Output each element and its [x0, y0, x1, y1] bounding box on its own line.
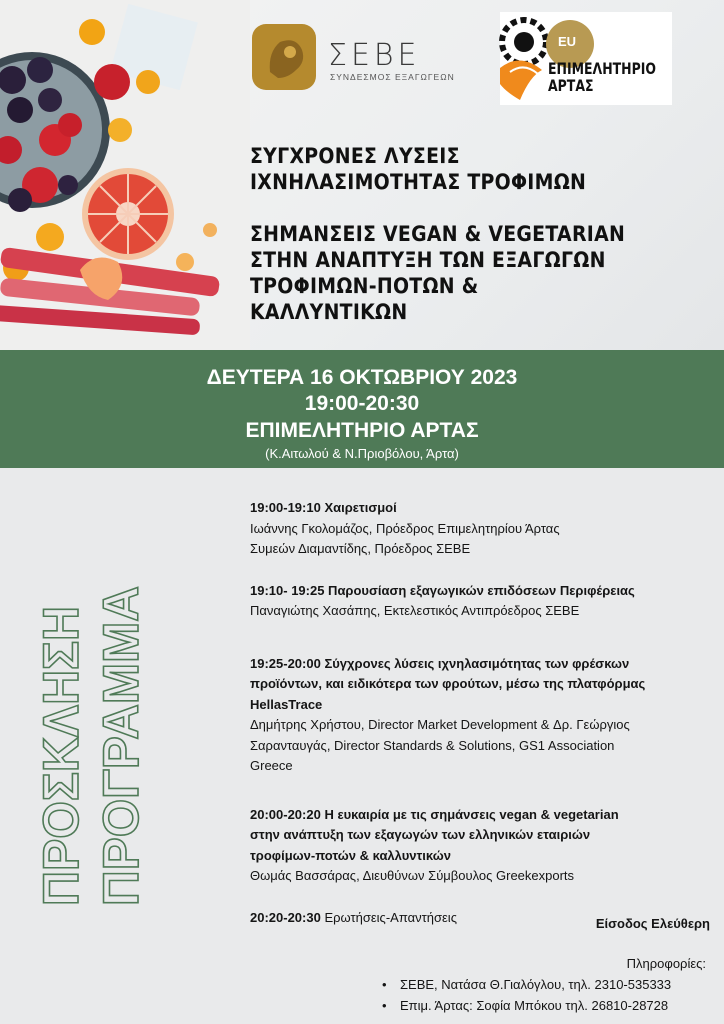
program-speaker: Θωμάς Βασσάρας, Διευθύνων Σύμβουλος Greekexports [250, 868, 575, 883]
program-item-heading: προϊόντων, και ειδικότερα των φρούτων, μέσω της πλατφόρμας [250, 676, 646, 691]
program-item-heading: 19:10- 19:25 Παρουσίαση εξαγωγικών επιδόσεων Περιφέρειας [250, 582, 635, 598]
header-section [0, 0, 724, 350]
chamber-line1: ΕΠΙΜΕΛΗΤΗΡΙΟ [548, 59, 657, 78]
side-title-line2: ΠΡΟΓΡΑΜΜΑ [93, 582, 149, 906]
event-time: 19:00-20:30 [304, 392, 420, 415]
contact-list [372, 974, 671, 1016]
sebe-subtitle: ΣΥΝΔΕΣΜΟΣ ΕΞΑΓΩΓΕΩΝ [330, 72, 455, 82]
program-item-text: Ερωτήσεις-Απαντήσεις [324, 909, 457, 925]
program-speaker: Παναγιώτης Χασάπης, Εκτελεστικός Αντιπρόεδρος ΣΕΒΕ [250, 603, 580, 618]
contact-item: • Επιμ. Άρτας: Σοφία Μπόκου τηλ. 26810-28728 [372, 995, 671, 1016]
contact-item: • ΣΕΒΕ, Νατάσα Θ.Γιαλόγλου, τηλ. 2310-535333 [372, 974, 671, 995]
fruit-photo [0, 0, 250, 350]
program-item-heading: τροφίμων-ποτών & καλλυντικών [250, 847, 451, 863]
program-item-time: 20:20-20:30 [250, 909, 321, 925]
title-line-3: ΣΗΜΑΝΣΕΙΣ VEGAN & VEGETARIAN [250, 222, 626, 246]
chamber-name [548, 60, 656, 94]
program-speaker: Ιωάννης Γκολομάζος, Πρόεδρος Επιμελητηρίου Άρτας [250, 520, 560, 536]
program-item-heading: 20:00-20:20 Η ευκαιρία με τις σημάνσεις vegan & vegetarian [250, 806, 619, 822]
program-item [250, 654, 710, 777]
chamber-badge: EU [558, 34, 577, 49]
free-entry: Είσοδος Ελεύθερη [595, 916, 710, 931]
program-item-heading: 19:00-19:10 Χαιρετισμοί [250, 500, 397, 515]
title-line-2: ΙΧΝΗΛΑΣΙΜΟΤΗΤΑΣ ΤΡΟΦΙΜΩΝ [250, 170, 587, 194]
sebe-name: ΣΕΒΕ [328, 38, 421, 73]
info-title: Πληροφορίες: [626, 956, 706, 971]
program-item [250, 498, 710, 560]
program-item [250, 581, 710, 622]
program-list [250, 498, 710, 949]
chamber-line2: ΑΡΤΑΣ [548, 76, 594, 95]
event-banner [0, 350, 724, 468]
title-line-1: ΣΥΓΧΡΟΝΕΣ ΛΥΣΕΙΣ [250, 144, 460, 168]
title-line-4: ΣΤΗΝ ΑΝΑΠΤΥΞΗ ΤΩΝ ΕΞΑΓΩΓΩΝ [250, 248, 606, 272]
event-date: ΔΕΥΤΕΡΑ 16 ΟΚΤΩΒΡΙΟΥ 2023 [206, 366, 518, 389]
title-line-6: ΚΑΛΛΥΝΤΙΚΩΝ [250, 300, 408, 324]
program-speaker: Δημήτρης Χρήστου, Director Market Development & Δρ. Γεώργιος [250, 717, 630, 732]
side-title-line1: ΠΡΟΣΚΛΗΣΗ [33, 595, 89, 906]
event-address: (Κ.Αιτωλού & Ν.Πριοβόλου, Άρτα) [265, 446, 459, 461]
program-speaker: Σαρανταυγάς, Director Standards & Solutions, GS1 Association [250, 737, 615, 753]
program-speaker: Συμεών Διαμαντίδης, Πρόεδρος ΣΕΒΕ [250, 541, 471, 556]
title-line-5: ΤΡΟΦΙΜΩΝ-ΠΟΤΩΝ & [250, 274, 479, 298]
side-title [20, 582, 149, 910]
program-item [250, 805, 710, 887]
program-item-heading: 19:25-20:00 Σύγχρονες λύσεις ιχνηλασιμότητας των φρέσκων [250, 655, 630, 671]
event-venue: ΕΠΙΜΕΛΗΤΗΡΙΟ ΑΡΤΑΣ [245, 419, 479, 442]
program-item-heading: στην ανάπτυξη των εξαγωγών των ελληνικών εταιριών [250, 827, 591, 842]
program-speaker: Greece [250, 758, 293, 773]
program-item-heading: HellasTrace [250, 696, 323, 712]
